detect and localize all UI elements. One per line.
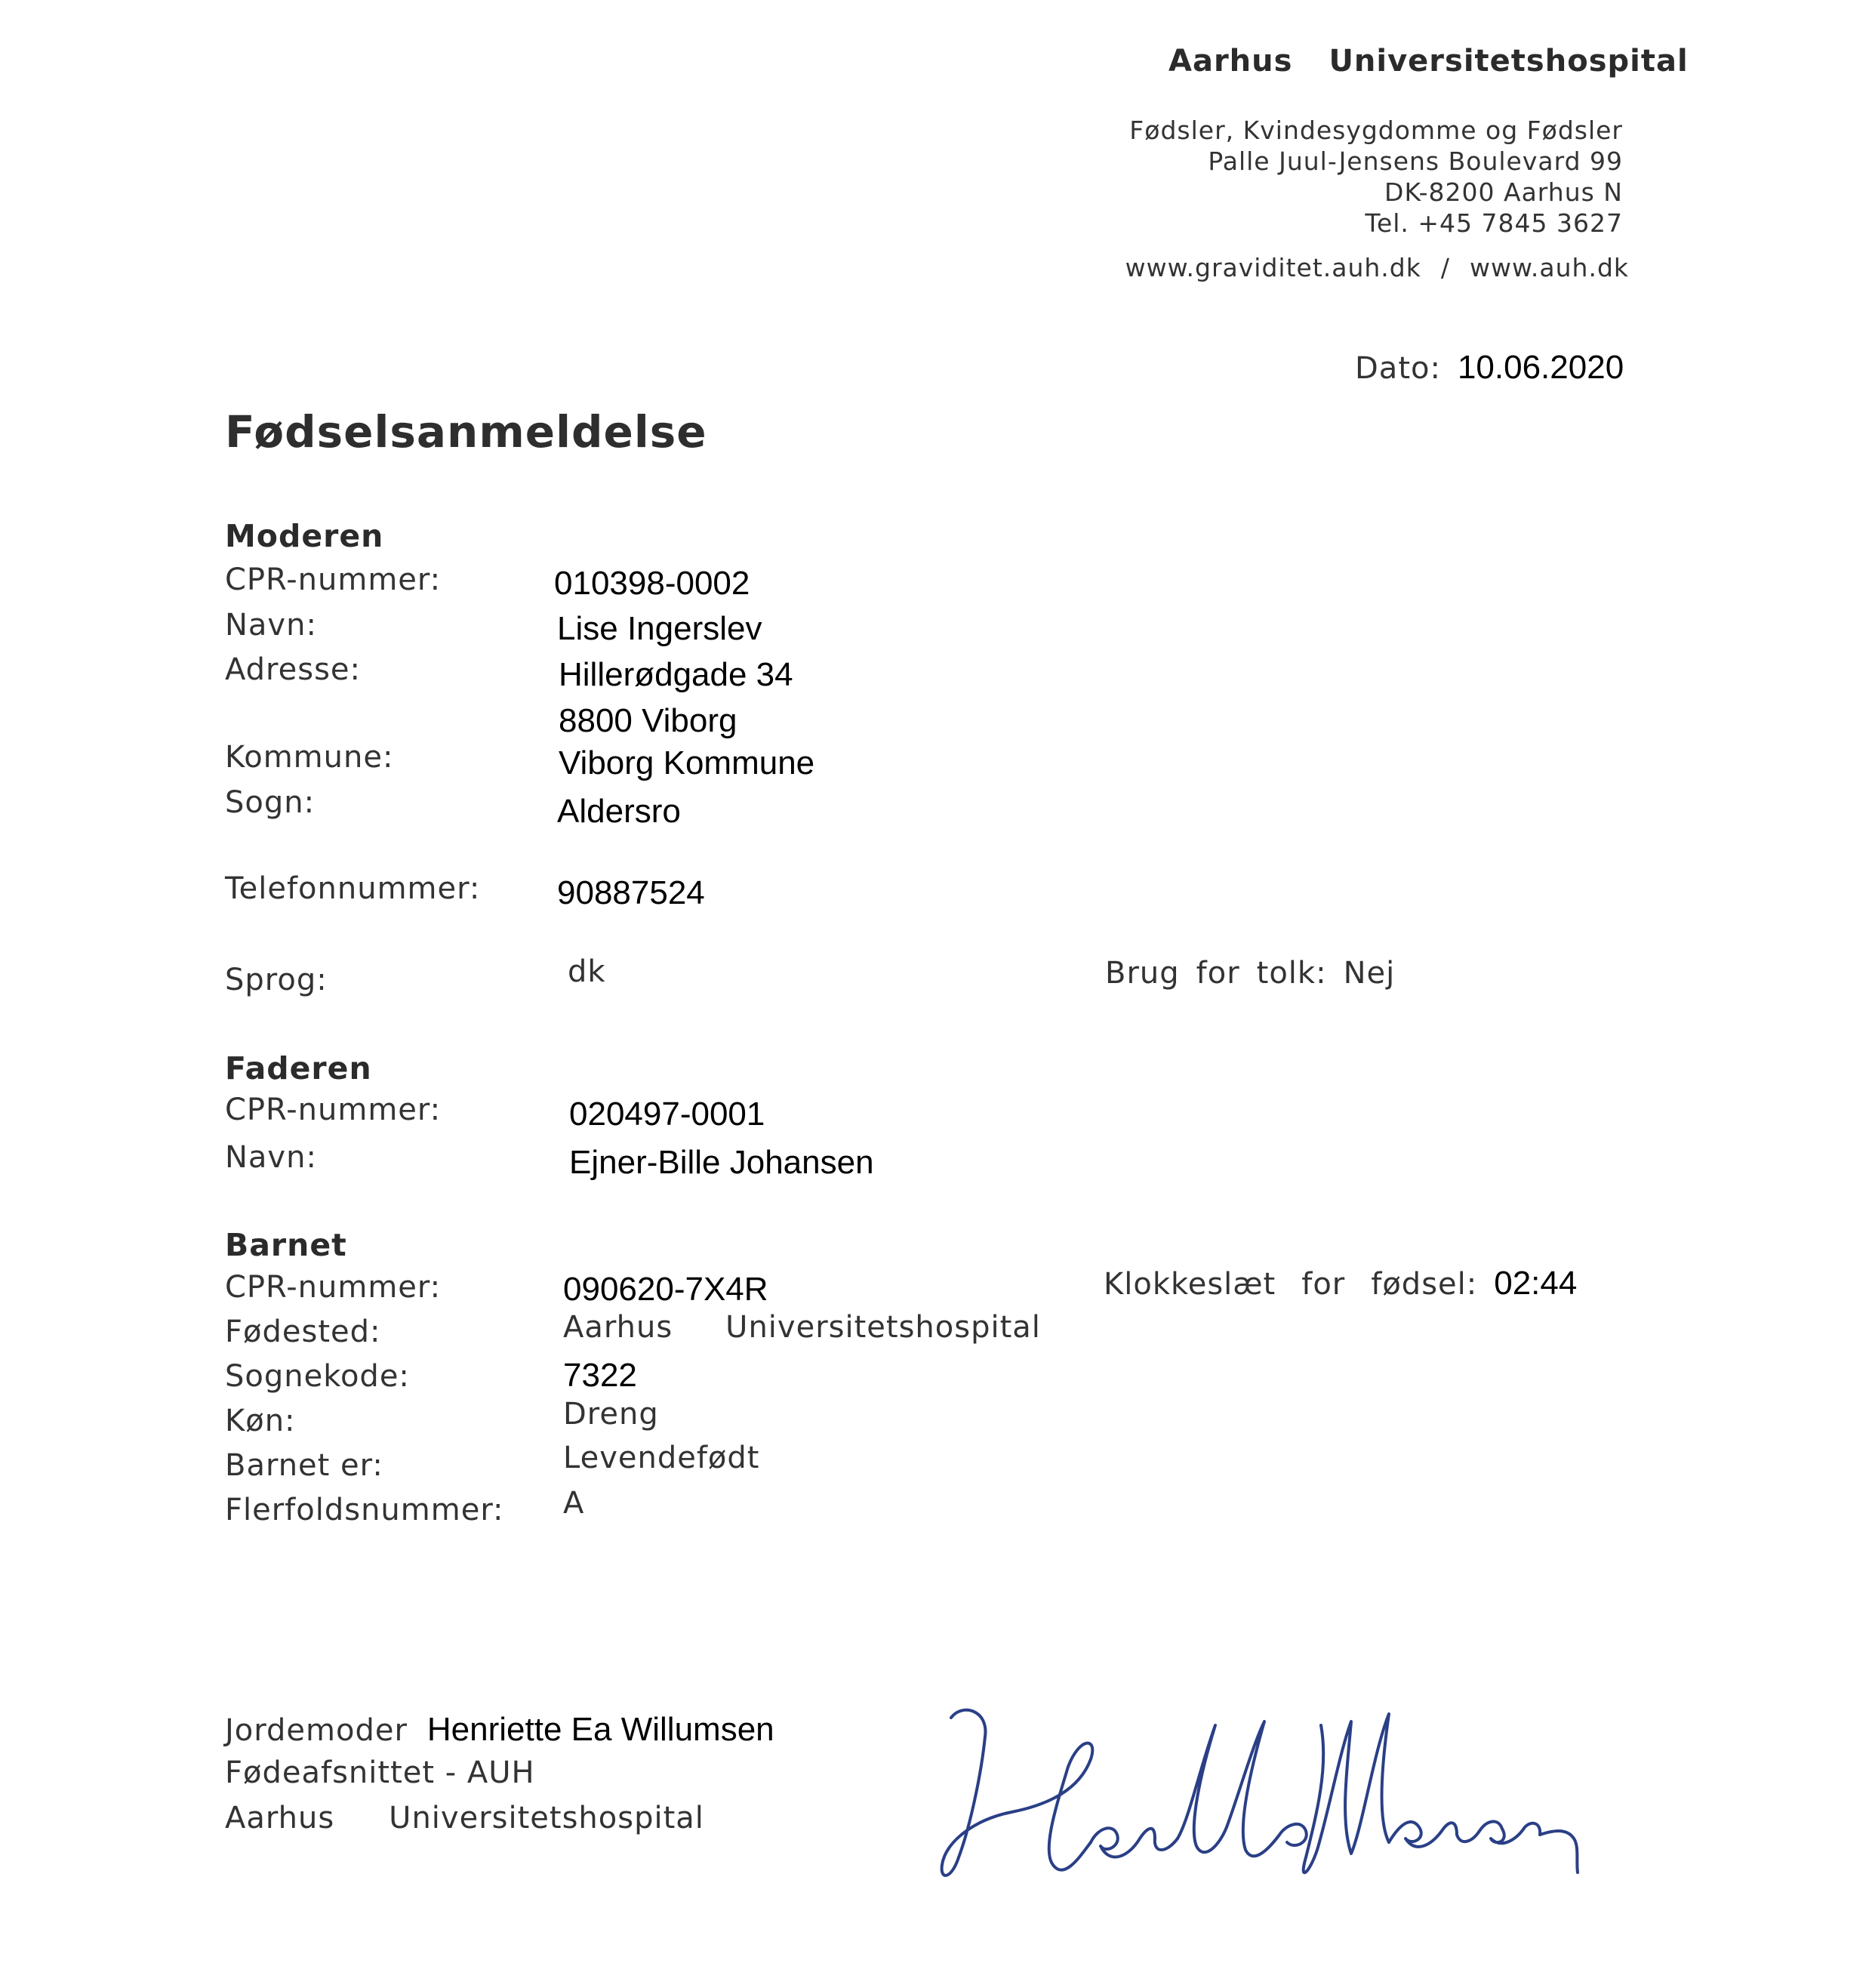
midwife-name: Henriette Ea Willumsen [426,1711,774,1748]
mother-cpr-value: 010398-0002 [554,565,750,602]
mother-address-line2: 8800 Viborg [559,702,737,739]
child-status-label: Barnet er: [225,1448,383,1483]
website-graviditet[interactable]: www.graviditet.auh.dk [1125,253,1421,282]
mother-address-label: Adresse: [225,652,361,687]
child-birthplace-word2: Universitetshospital [725,1310,1041,1345]
birth-time-label-word: Klokkeslæt [1104,1267,1276,1302]
midwife-label: Jordemoder [225,1713,408,1748]
website-auh[interactable]: www.auh.dk [1469,253,1629,282]
mother-municipality-label: Kommune: [225,740,394,775]
footer-department: Fødeafsnittet - AUH [225,1755,535,1790]
mother-name-value: Lise Ingerslev [557,610,762,647]
hospital-title-word2: Universitetshospital [1329,44,1689,79]
mother-municipality-value: Viborg Kommune [559,744,815,781]
child-parish-code-label: Sognekode: [225,1359,410,1394]
website-links [1125,253,1629,282]
mother-address-line1: Hillerødgade 34 [559,656,793,693]
footer-hospital-word2: Universitetshospital [389,1801,704,1835]
mother-cpr-label: CPR-nummer: [225,562,442,597]
child-multiple-label: Flerfoldsnummer: [225,1493,504,1527]
page-title: Fødselsanmeldelse [225,406,707,458]
child-heading: Barnet [225,1227,347,1263]
midwife-signature [928,1691,1593,1933]
date-label: Dato: [1355,351,1441,386]
mother-language-label: Sprog: [225,963,328,997]
date-value: 10.06.2020 [1457,349,1624,386]
father-heading: Faderen [225,1050,372,1086]
date-row [1355,349,1624,387]
child-birthplace-label: Fødested: [225,1315,381,1349]
birth-time-label-word: for [1301,1267,1346,1302]
birth-time-label-word: fødsel: [1371,1267,1478,1302]
child-birthplace-word1: Aarhus [563,1310,673,1345]
child-sex-value: Dreng [563,1397,659,1432]
interpreter-value: Nej [1343,956,1396,991]
mother-parish-label: Sogn: [225,785,316,820]
address-line: DK-8200 Aarhus N [1384,177,1623,207]
mother-phone-value: 90887524 [557,874,705,911]
child-status-value: Levendefødt [563,1441,760,1475]
interpreter-label-word: Brug [1105,956,1180,991]
birth-time-row [1104,1265,1577,1302]
hospital-address [1129,115,1623,239]
father-name-label: Navn: [225,1140,317,1175]
father-name-value: Ejner-Bille Johansen [569,1144,874,1181]
mother-parish-value: Aldersro [557,793,681,830]
father-cpr-value: 020497-0001 [569,1096,765,1133]
interpreter-label-word: for [1196,956,1240,991]
footer-hospital-word1: Aarhus [225,1801,335,1835]
website-separator: / [1440,253,1450,282]
hospital-title [1168,44,1689,79]
address-line: Tel. +45 7845 3627 [1365,208,1623,238]
interpreter-row [1105,956,1395,991]
mother-language-value: dk [568,954,606,989]
birth-time-value: 02:44 [1494,1265,1578,1302]
address-line: Fødsler, Kvindesygdomme og Fødsler [1129,116,1623,145]
child-cpr-value: 090620-7X4R [563,1271,768,1308]
mother-heading: Moderen [225,518,384,554]
midwife-row [225,1711,774,1749]
footer-hospital [225,1801,704,1835]
father-cpr-label: CPR-nummer: [225,1093,442,1127]
child-cpr-label: CPR-nummer: [225,1270,442,1305]
child-multiple-value: A [563,1486,585,1521]
address-line: Palle Juul-Jensens Boulevard 99 [1208,146,1623,176]
mother-name-label: Navn: [225,608,317,643]
child-parish-code-value: 7322 [563,1357,637,1394]
child-birthplace-value [563,1310,1041,1345]
interpreter-label-word: tolk: [1256,956,1327,991]
child-sex-label: Køn: [225,1404,296,1438]
mother-phone-label: Telefonnummer: [225,871,481,906]
hospital-title-word1: Aarhus [1168,44,1293,79]
